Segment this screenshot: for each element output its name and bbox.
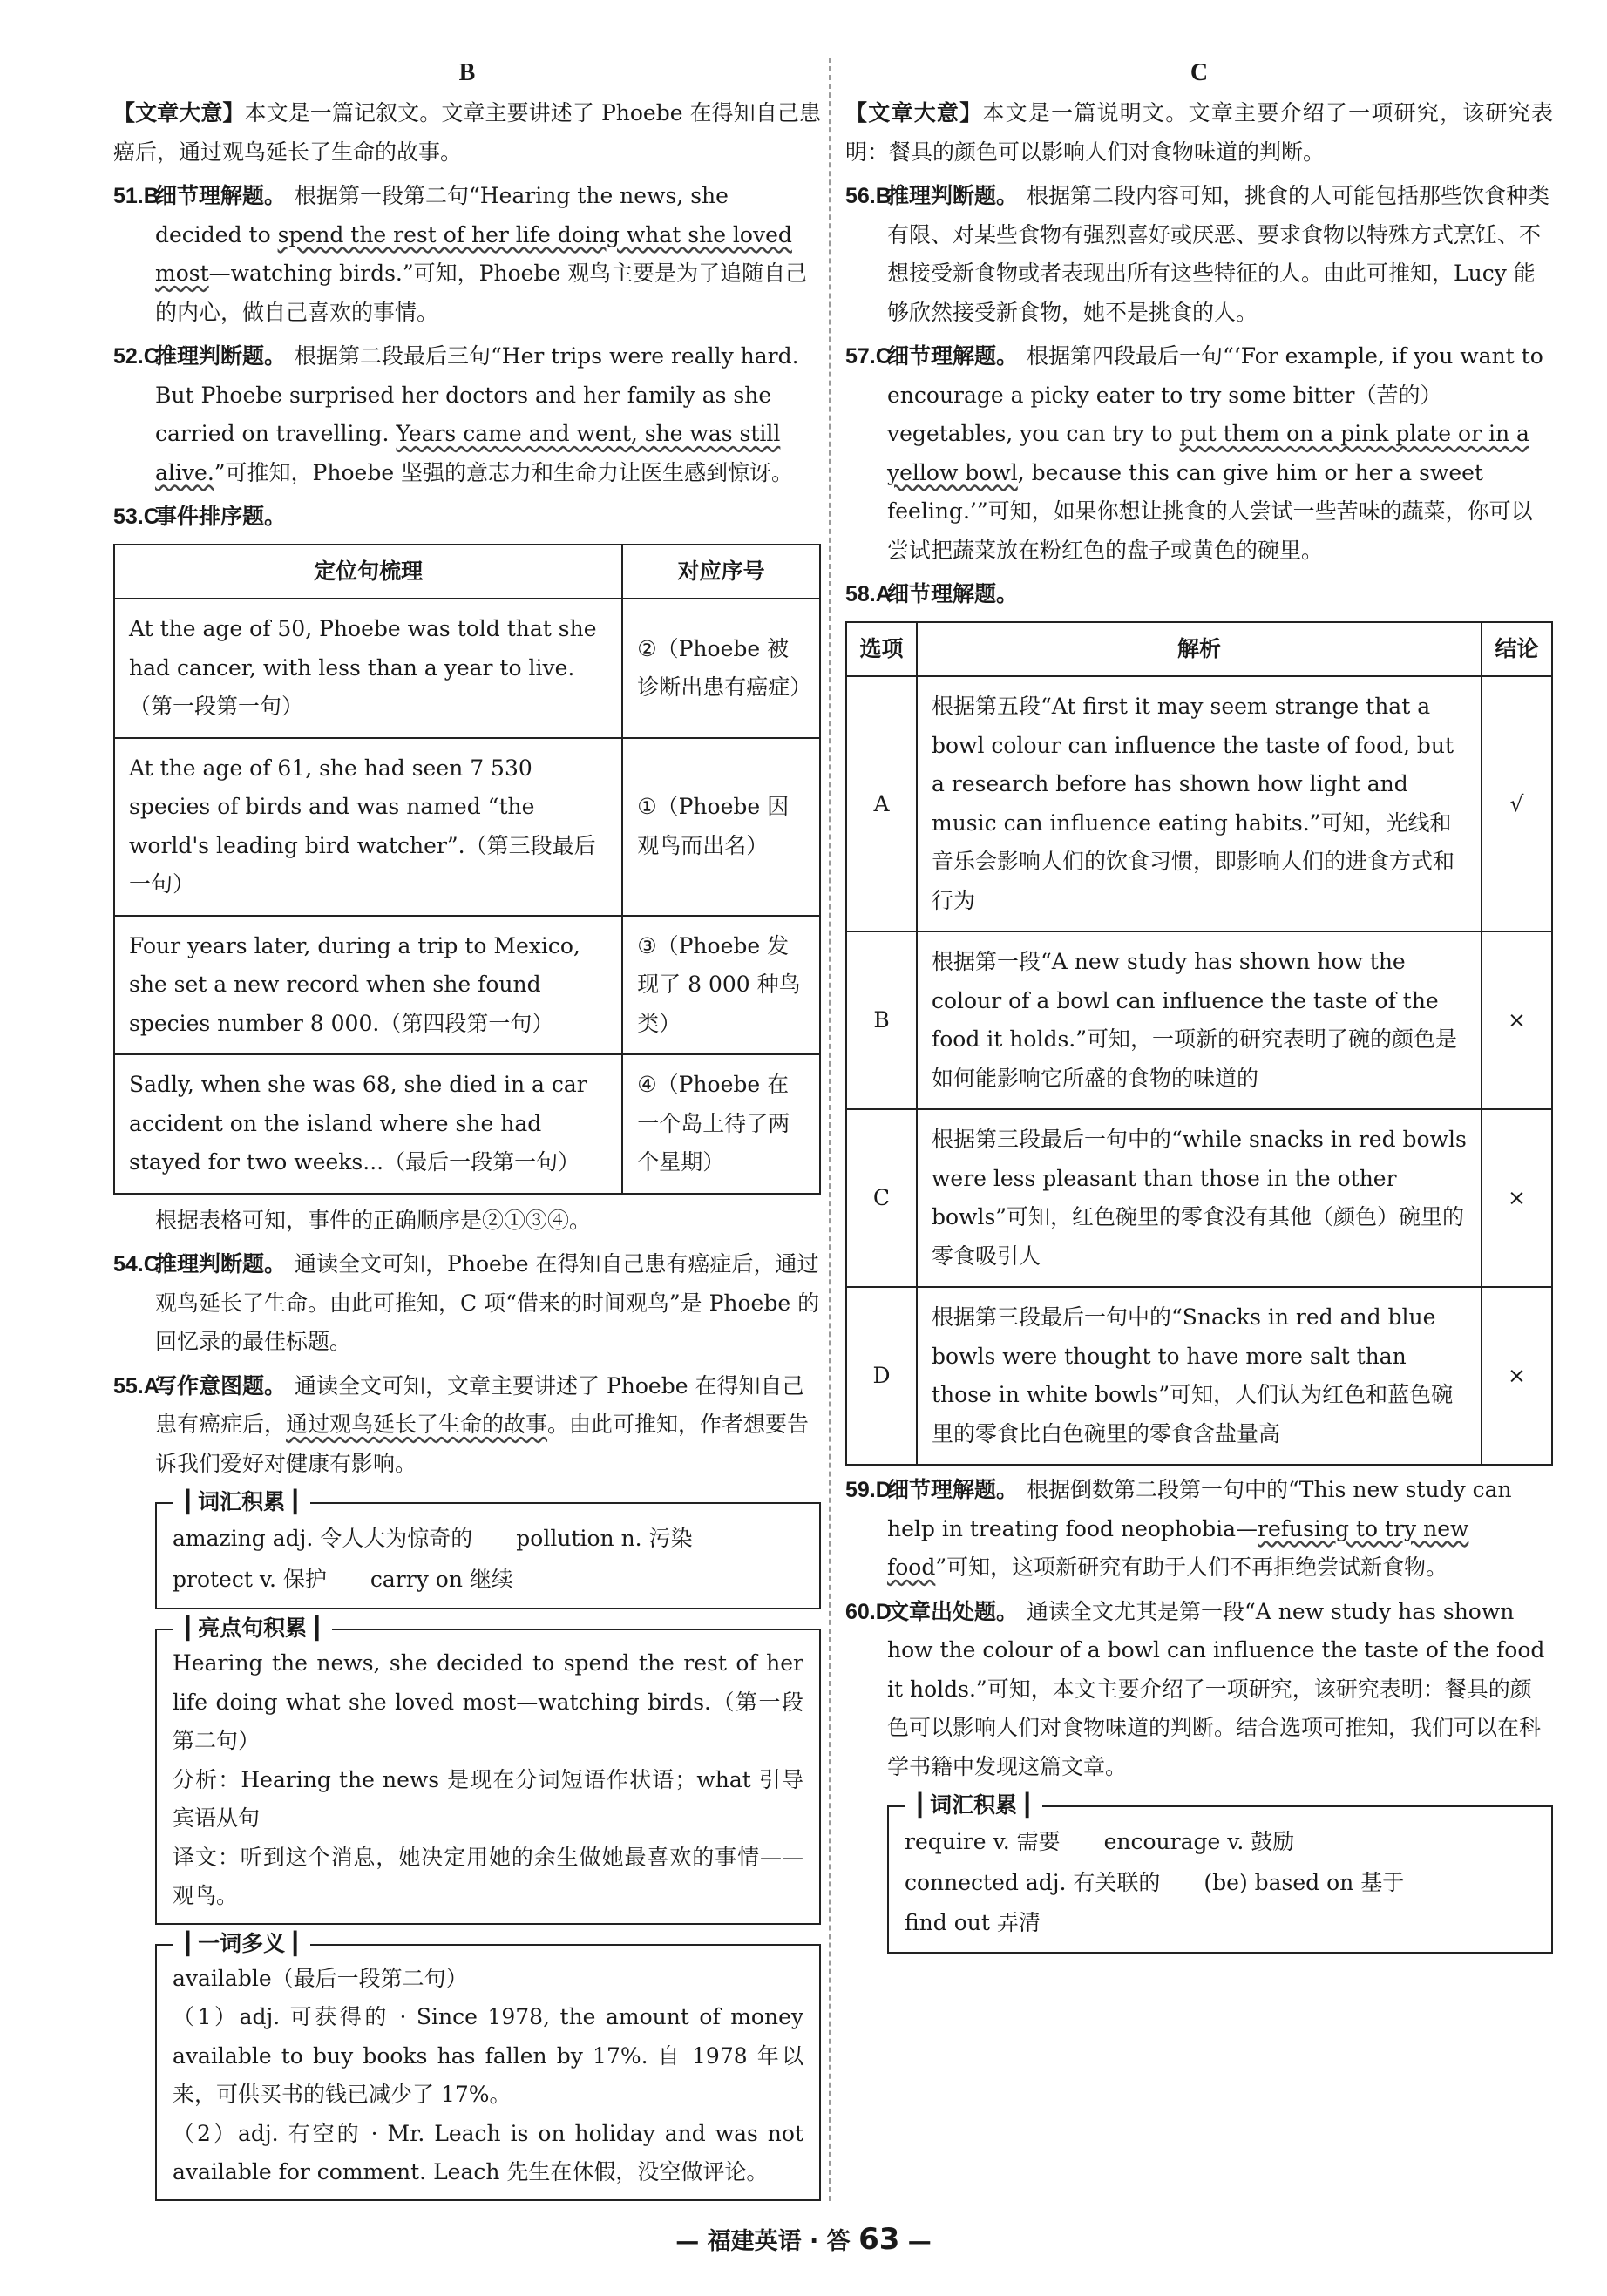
column-divider [829, 58, 831, 2201]
table-row: C 根据第三段最后一句中的“while snacks in red bowls were less pleasant than those in the other bowls”可知，红色碗里的零食没有其他（颜色）碗里的零食吸引人 × [846, 1109, 1552, 1287]
answer-52: 52.C 推理判断题。 根据第二段最后三句“Her trips were really hard. But Phoebe surprised her doctors and her family as she carried on travelling. Years came and went, she was still alive.”可推知，Phoebe 坚强的意志力和生命力让医生感到惊讶。 [113, 343, 799, 485]
answer-60: 60.D 文章出处题。 通读全文尤其是第一段“A new study has shown how the colour of a bowl can influence the taste of the food it holds.”可知，本文主要介绍了一项研究，该研究表明：餐具的颜色可以影响人们对食物味道的判断。结合选项可推知，我们可以在科学书籍中发现这篇文章。 [845, 1598, 1545, 1779]
summary-c: 【文章大意】本文是一篇说明文。文章主要介绍了一项研究，该研究表明：餐具的颜色可以影响人们对食物味道的判断。 [845, 100, 1553, 165]
right-column [845, 58, 1553, 1954]
section-letter-b: B [458, 59, 476, 86]
highlight-sentence-box: ┃ 亮点句积累 ┃ Hearing the news, she decided to spend the rest of her life doing what she loved most—watching birds.（第一段第二句） 分析：Hearing the news 是现在分词短语作状语；what 引导宾语从句 译文：听到这个消息，她决定用她的余生做她最喜欢的事情——观鸟。 [155, 1629, 821, 1925]
answer-59: 59.D 细节理解题。 根据倒数第二段第一句中的“This new study can help in treating food neophobia—refusing to try new food”可知，这项新研究有助于人们不再拒绝尝试新食物。 [845, 1477, 1512, 1581]
table-row: At the age of 50, Phoebe was told that she had cancer, with less than a year to live.（第一段第一句） ②（Phoebe 被诊断出患有癌症） [114, 599, 820, 738]
table-row: B 根据第一段“A new study has shown how the colour of a bowl can influence the taste of the food it holds.”可知，一项新的研究表明了碗的颜色是如何能影响它所盛的食物的味道的 × [846, 931, 1552, 1109]
section-letter-c: C [1190, 59, 1209, 86]
highlight-title: ┃ 亮点句积累 ┃ [173, 1613, 332, 1643]
vocab-title: ┃ 词汇积累 ┃ [905, 1790, 1042, 1820]
answer-53: 53.C 事件排序题。 [113, 504, 287, 530]
table-header: 结论 [1482, 622, 1552, 677]
table-header: 对应序号 [622, 545, 820, 599]
left-column [113, 58, 821, 2201]
answer-54: 54.C 推理判断题。 通读全文可知，Phoebe 在得知自己患有癌症后，通过观鸟延长了生命。由此可推知，C 项“借来的时间观鸟”是 Phoebe 的回忆录的最佳标题。 [113, 1251, 820, 1355]
vocab-box-left: ┃ 词汇积累 ┃ amazing adj. 令人大为惊奇的 pollution n. 污染 protect v. 保护 carry on 继续 [155, 1502, 821, 1609]
table-header: 解析 [917, 622, 1482, 677]
answer-55: 55.A 写作意图题。 通读全文可知，文章主要讲述了 Phoebe 在得知自己患有癌症后，通过观鸟延长了生命的故事。由此可推知，作者想要告诉我们爱好对健康有影响。 [113, 1372, 810, 1476]
answer-51: 51.B 细节理解题。 根据第一段第二句“Hearing the news, she decided to spend the rest of her life doing what she loved most—watching birds.”可知，Phoebe 观鸟主要是为了追随自己的内心，做自己喜欢的事情。 [113, 183, 808, 325]
vocab-box-right: ┃ 词汇积累 ┃ require v. 需要 encourage v. 鼓励 connected adj. 有关联的 (be) based on 基于 find out 弄清 [887, 1805, 1553, 1954]
table-row: Four years later, during a trip to Mexico, she set a new record when she found species number 8 000.（第四段第一句） ③（Phoebe 发现了 8 000 种鸟类） [114, 916, 820, 1055]
answer-58: 58.A 细节理解题。 [845, 581, 1019, 607]
answer-56: 56.B 推理判断题。 根据第二段内容可知，挑食的人可能包括那些饮食种类有限、对某些食物有强烈喜好或厌恶、要求食物以特殊方式烹饪、不想接受新食物或者表现出所有这些特征的人。由此可推知，Lucy 能够欣然接受新食物，她不是挑食的人。 [845, 183, 1550, 325]
page-footer: — 福建英语 · 答 63 — [675, 2222, 932, 2257]
polysemy-title: ┃ 一词多义 ┃ [173, 1928, 310, 1959]
polysemy-box: ┃ 一词多义 ┃ available（最后一段第二句） （1）adj. 可获得的 · Since 1978, the amount of money available to buy books has fallen by 17%. 自 1978 年以来，可供买书的钱已减少了 17%。 （2）adj. 有空的 · Mr. Leach is on holiday and was not available for comment. Leach 先生在休假，没空做评论。 [155, 1944, 821, 2201]
option-analysis-table [845, 621, 1553, 1466]
table-header: 选项 [846, 622, 917, 677]
answer-57: 57.C 细节理解题。 根据第四段最后一句“‘For example, if you want to encourage a picky eater to try some bitter（苦的）vegetables, you can try to put them on a pink plate or in a yellow bowl, because this can give him or her a sweet feeling.’”可知，如果你想让挑食的人尝试一些苦味的蔬菜，你可以尝试把蔬菜放在粉红色的盘子或黄色的碗里。 [845, 343, 1543, 563]
table-row: Sadly, when she was 68, she died in a car accident on the island where she had stayed for two weeks...（最后一段第一句） ④（Phoebe 在一个岛上待了两个星期） [114, 1054, 820, 1194]
vocab-title: ┃ 词汇积累 ┃ [173, 1487, 310, 1517]
table-conclusion: 根据表格可知，事件的正确顺序是②①③④。 [155, 1207, 592, 1233]
event-order-table [113, 544, 821, 1195]
page-number: 63 [858, 2222, 900, 2257]
table-row: At the age of 61, she had seen 7 530 species of birds and was named “the world's leading bird watcher”.（第三段最后一句） ①（Phoebe 因观鸟而出名） [114, 738, 820, 916]
table-row: D 根据第三段最后一句中的“Snacks in red and blue bowls were thought to have more salt than those in white bowls”可知，人们认为红色和蓝色碗里的零食比白色碗里的零食含盐量高 × [846, 1287, 1552, 1465]
table-header: 定位句梳理 [114, 545, 622, 599]
summary-b: 【文章大意】本文是一篇记叙文。文章主要讲述了 Phoebe 在得知自己患癌后，通过观鸟延长了生命的故事。 [113, 100, 821, 165]
table-row: A 根据第五段“At first it may seem strange that a bowl colour can influence the taste of food, but a research before has shown how light and music can influence eating habits.”可知，光线和音乐会影响人们的饮食习惯，即影响人们的进食方式和行为 √ [846, 676, 1552, 931]
